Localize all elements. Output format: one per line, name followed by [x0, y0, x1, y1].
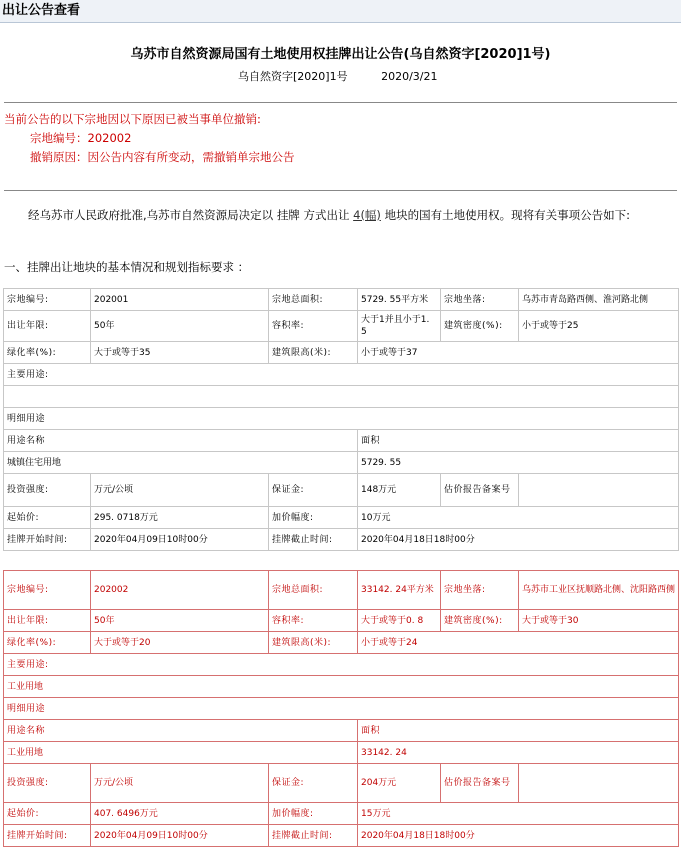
parcel-count: 4(幅) [353, 208, 381, 222]
label-density: 建筑密度(%): [441, 311, 519, 342]
label-far: 容积率: [269, 610, 358, 632]
label-green: 绿化率(%): [4, 632, 91, 654]
parcel-table-202002 [3, 570, 679, 847]
green-value: 大于或等于20 [91, 632, 269, 654]
location-value: 乌苏市青岛路西侧、淮河路北侧 [519, 289, 679, 311]
label-term: 出让年限: [4, 610, 91, 632]
end-time-value: 2020年04月18日18时00分 [358, 529, 679, 551]
label-parcel-no: 宗地编号: [4, 289, 91, 311]
term-value: 50年 [91, 610, 269, 632]
start-price-value: 295. 0718万元 [91, 507, 269, 529]
section-heading: 一、挂牌出让地块的基本情况和规划指标要求 ： [4, 260, 250, 274]
divider [4, 102, 677, 103]
label-term: 出让年限: [4, 311, 91, 342]
label-invest: 投资强度: [4, 764, 91, 803]
green-value: 大于或等于35 [91, 342, 269, 364]
label-end-time: 挂牌截止时间: [269, 825, 358, 847]
parcel-no-value: 202001 [91, 289, 269, 311]
density-value: 大于或等于30 [519, 610, 679, 632]
area-value: 5729. 55平方米 [358, 289, 441, 311]
location-value: 乌苏市工业区抚顺路北侧、沈阳路西侧 [519, 571, 679, 610]
page-header: 出让公告查看 [0, 0, 681, 23]
appraisal-value [519, 764, 679, 803]
label-far: 容积率: [269, 311, 358, 342]
appraisal-value [519, 474, 679, 507]
label-end-time: 挂牌截止时间: [269, 529, 358, 551]
label-detail-use: 明细用途 [4, 698, 679, 720]
divider [4, 190, 677, 191]
deposit-value: 204万元 [358, 764, 441, 803]
label-area: 宗地总面积: [269, 571, 358, 610]
use-name-value: 城镇住宅用地 [4, 452, 358, 474]
label-increment: 加价幅度: [269, 803, 358, 825]
announcement-title: 乌苏市自然资源局国有土地使用权挂牌出让公告(乌自然资字[2020]1号) [130, 47, 551, 62]
use-area-value: 33142. 24 [358, 742, 679, 764]
main-use-value: 工业用地 [4, 676, 679, 698]
revocation-reason: 撤销原因：因公告内容有所变动，需撤销单宗地公告 [30, 150, 295, 164]
label-use-name: 用途名称 [4, 720, 358, 742]
label-start-time: 挂牌开始时间: [4, 529, 91, 551]
term-value: 50年 [91, 311, 269, 342]
label-density: 建筑密度(%): [441, 610, 519, 632]
increment-value: 15万元 [358, 803, 679, 825]
intro-text: 经乌苏市人民政府批准,乌苏市自然资源局决定以 [28, 208, 274, 222]
label-use-area: 面积 [358, 720, 679, 742]
parcel-table-202001 [3, 288, 679, 551]
label-area: 宗地总面积: [269, 289, 358, 311]
label-location: 宗地坐落: [441, 571, 519, 610]
label-main-use: 主要用途: [4, 364, 679, 386]
label-height: 建筑限高(米): [269, 342, 358, 364]
transfer-method: 挂牌 [276, 208, 300, 222]
intro-text: 方式出让 [303, 208, 350, 222]
deposit-value: 148万元 [358, 474, 441, 507]
label-start-price: 起始价: [4, 803, 91, 825]
intro-text: 地块的国有土地使用权。现将有关事项公告如下: [384, 208, 630, 222]
doc-number: 乌自然资字[2020]1号 [238, 70, 348, 83]
label-deposit: 保证金: [269, 764, 358, 803]
invest-value: 万元/公顷 [91, 474, 269, 507]
intro-paragraph [4, 206, 676, 224]
label-appraisal: 估价报告备案号 [441, 474, 519, 507]
label-appraisal: 估价报告备案号 [441, 764, 519, 803]
far-value: 大于1并且小于1. 5 [358, 311, 441, 342]
start-time-value: 2020年04月09日10时00分 [91, 529, 269, 551]
label-height: 建筑限高(米): [269, 632, 358, 654]
label-use-name: 用途名称 [4, 430, 358, 452]
label-invest: 投资强度: [4, 474, 91, 507]
label-start-price: 起始价: [4, 507, 91, 529]
far-value: 大于或等于0. 8 [358, 610, 441, 632]
label-deposit: 保证金: [269, 474, 358, 507]
label-increment: 加价幅度: [269, 507, 358, 529]
label-green: 绿化率(%): [4, 342, 91, 364]
height-value: 小于或等于24 [358, 632, 679, 654]
label-parcel-no: 宗地编号: [4, 571, 91, 610]
invest-value: 万元/公顷 [91, 764, 269, 803]
use-name-value: 工业用地 [4, 742, 358, 764]
area-value: 33142. 24平方米 [358, 571, 441, 610]
main-use-value [4, 386, 679, 408]
label-location: 宗地坐落: [441, 289, 519, 311]
revocation-notice: 当前公告的以下宗地因以下原因已被当事单位撤销: [4, 112, 261, 126]
label-detail-use: 明细用途 [4, 408, 679, 430]
doc-date: 2020/3/21 [381, 70, 438, 83]
height-value: 小于或等于37 [358, 342, 679, 364]
start-price-value: 407. 6496万元 [91, 803, 269, 825]
density-value: 小于或等于25 [519, 311, 679, 342]
use-area-value: 5729. 55 [358, 452, 679, 474]
revoked-parcel-no: 宗地编号：202002 [30, 131, 132, 145]
end-time-value: 2020年04月18日18时00分 [358, 825, 679, 847]
label-main-use: 主要用途: [4, 654, 679, 676]
doc-info [238, 68, 437, 84]
parcel-no-value: 202002 [91, 571, 269, 610]
increment-value: 10万元 [358, 507, 679, 529]
label-use-area: 面积 [358, 430, 679, 452]
start-time-value: 2020年04月09日10时00分 [91, 825, 269, 847]
label-start-time: 挂牌开始时间: [4, 825, 91, 847]
